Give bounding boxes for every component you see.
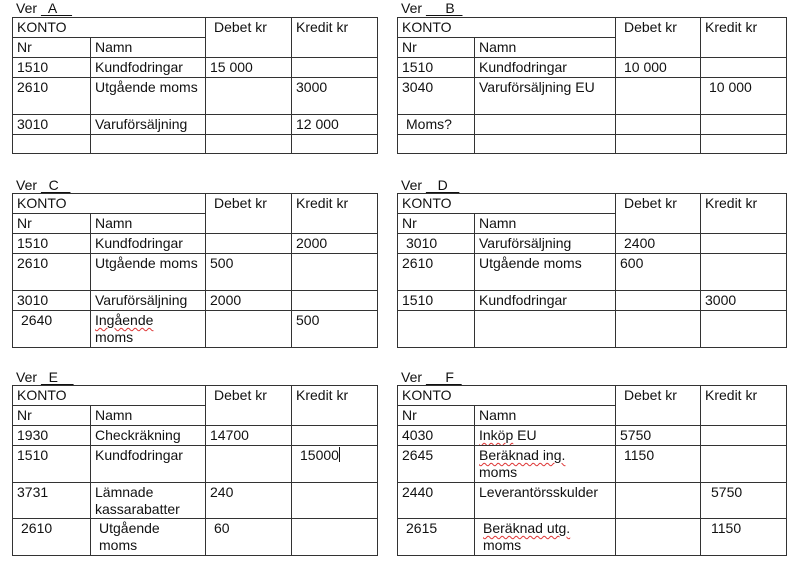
cell-debet[interactable]: 14700 <box>206 426 292 446</box>
cell-nr[interactable]: 3010 <box>13 115 91 135</box>
cell-kredit[interactable]: 500 <box>292 311 378 348</box>
spellcheck-word: Inköp <box>479 427 514 443</box>
header-konto: KONTO <box>13 386 206 406</box>
table-row <box>13 58 378 78</box>
table-row <box>398 234 787 254</box>
table-row <box>398 254 787 291</box>
cell-nr[interactable] <box>398 135 475 154</box>
cell-kredit-value: 15000 <box>300 447 339 463</box>
cell-namn[interactable]: Lämnade kassarabatter <box>91 483 206 519</box>
header-debet: Debet kr <box>206 386 292 426</box>
cell-namn[interactable]: Kundfodringar <box>91 446 206 483</box>
cell-kredit[interactable] <box>701 446 787 483</box>
header-konto: KONTO <box>398 386 616 406</box>
cell-nr[interactable]: 1510 <box>13 58 91 78</box>
spellcheck-word: Beräknad ing. <box>479 447 566 463</box>
cell-kredit[interactable] <box>292 446 378 483</box>
cell-debet[interactable] <box>206 115 292 135</box>
cell-namn[interactable]: Kundfodringar <box>475 291 616 311</box>
table-row <box>398 291 787 311</box>
table-row <box>13 234 378 254</box>
cell-kredit[interactable] <box>701 58 787 78</box>
header-debet: Debet kr <box>616 194 701 234</box>
header-debet: Debet kr <box>616 386 701 426</box>
cell-debet[interactable]: 2000 <box>206 291 292 311</box>
cell-kredit[interactable]: 3000 <box>292 78 378 115</box>
cell-nr[interactable]: 1510 <box>13 234 91 254</box>
cell-nr[interactable]: 4030 <box>398 426 475 446</box>
cell-nr[interactable]: 1510 <box>13 446 91 483</box>
cell-debet[interactable] <box>616 135 701 154</box>
cell-kredit[interactable] <box>292 426 378 446</box>
cell-debet[interactable] <box>616 115 701 135</box>
cell-nr[interactable] <box>13 135 91 154</box>
header-kredit: Kredit kr <box>701 194 787 234</box>
cell-debet[interactable]: 240 <box>206 483 292 519</box>
header-namn: Namn <box>91 214 206 234</box>
header-nr: Nr <box>13 406 91 426</box>
table-row <box>398 311 787 348</box>
voucher-label-d: Ver D <box>401 177 460 193</box>
header-konto: KONTO <box>398 194 616 214</box>
spellcheck-word: Beräknad utg. <box>483 520 571 536</box>
cell-nr[interactable]: 1930 <box>13 426 91 446</box>
cell-nr[interactable]: Moms? <box>398 115 475 135</box>
table-row <box>398 78 787 115</box>
cell-kredit[interactable] <box>701 254 787 291</box>
header-konto: KONTO <box>13 18 206 38</box>
cell-namn[interactable]: Beräknad utg. moms <box>475 519 616 556</box>
cell-kredit[interactable] <box>701 234 787 254</box>
cell-debet[interactable]: 5750 <box>616 426 701 446</box>
spellcheck-word: Ingående <box>95 312 154 328</box>
header-nr: Nr <box>13 38 91 58</box>
header-kredit: Kredit kr <box>701 18 787 58</box>
cell-nr[interactable]: 1510 <box>398 291 475 311</box>
cell-debet[interactable]: 2400 <box>616 234 701 254</box>
header-namn: Namn <box>91 38 206 58</box>
table-row <box>398 446 787 483</box>
cell-kredit[interactable] <box>292 254 378 291</box>
cell-namn[interactable] <box>475 135 616 154</box>
table-row <box>13 135 378 154</box>
table-row <box>13 483 378 519</box>
voucher-table-b <box>397 17 787 154</box>
cell-namn[interactable]: Varuförsäljning <box>91 291 206 311</box>
cell-namn[interactable]: Ingående moms <box>91 311 206 348</box>
cell-kredit[interactable]: 10 000 <box>701 78 787 115</box>
table-row <box>398 519 787 556</box>
cell-namn[interactable] <box>91 135 206 154</box>
cell-namn[interactable]: Utgående moms <box>475 254 616 291</box>
voucher-table-d <box>397 193 787 348</box>
cell-kredit[interactable] <box>292 135 378 154</box>
table-row <box>13 519 378 556</box>
cell-debet[interactable]: 1150 <box>616 446 701 483</box>
cell-namn[interactable]: Utgående moms <box>91 254 206 291</box>
cell-nr[interactable]: 2640 <box>13 311 91 348</box>
cell-nr[interactable]: 2440 <box>398 483 475 519</box>
table-row <box>13 115 378 135</box>
cell-kredit[interactable] <box>292 291 378 311</box>
cell-namn[interactable] <box>475 311 616 348</box>
table-row <box>398 426 787 446</box>
cell-kredit[interactable] <box>701 426 787 446</box>
cell-namn[interactable]: Kundfodringar <box>91 58 206 78</box>
header-kredit: Kredit kr <box>292 18 378 58</box>
cell-kredit[interactable] <box>292 58 378 78</box>
header-nr: Nr <box>398 406 475 426</box>
cell-nr[interactable]: 1510 <box>398 58 475 78</box>
cell-namn[interactable]: Leverantörsskulder <box>475 483 616 519</box>
voucher-label-c: Ver C <box>16 177 71 193</box>
table-row <box>398 58 787 78</box>
cell-debet[interactable] <box>616 78 701 115</box>
cell-debet[interactable]: 600 <box>616 254 701 291</box>
voucher-label-e: Ver E <box>16 369 74 385</box>
cell-kredit[interactable] <box>701 311 787 348</box>
cell-kredit[interactable] <box>292 519 378 556</box>
cell-namn[interactable]: Beräknad ing. moms <box>475 446 616 483</box>
cell-namn[interactable]: Kundfodringar <box>91 234 206 254</box>
table-row <box>13 78 378 115</box>
cell-kredit[interactable] <box>701 115 787 135</box>
header-nr: Nr <box>398 214 475 234</box>
voucher-table-a <box>12 17 378 154</box>
cell-nr[interactable] <box>398 311 475 348</box>
cell-namn[interactable]: Utgående moms <box>91 78 206 115</box>
voucher-table-e <box>12 385 378 556</box>
cell-namn[interactable]: Utgående moms <box>91 519 206 556</box>
header-namn: Namn <box>475 214 616 234</box>
cell-debet[interactable] <box>206 234 292 254</box>
table-row <box>398 135 787 154</box>
cell-nr[interactable]: 2610 <box>398 254 475 291</box>
cell-debet[interactable] <box>616 311 701 348</box>
header-kredit: Kredit kr <box>292 194 378 234</box>
cell-kredit[interactable]: 3000 <box>701 291 787 311</box>
table-row <box>13 291 378 311</box>
cell-namn[interactable]: Varuförsäljning <box>91 115 206 135</box>
header-namn: Namn <box>475 38 616 58</box>
voucher-table-c <box>12 193 378 348</box>
cell-kredit[interactable] <box>701 135 787 154</box>
header-nr: Nr <box>13 214 91 234</box>
table-row <box>13 254 378 291</box>
cell-debet[interactable]: 10 000 <box>616 58 701 78</box>
voucher-label-a: Ver A <box>16 0 73 16</box>
voucher-table-f <box>397 385 787 556</box>
cell-nr[interactable]: 2645 <box>398 446 475 483</box>
table-row <box>13 446 378 483</box>
header-namn: Namn <box>91 406 206 426</box>
cell-nr[interactable]: 3010 <box>13 291 91 311</box>
cell-kredit[interactable]: 2000 <box>292 234 378 254</box>
cell-nr[interactable]: 2615 <box>398 519 475 556</box>
cell-debet[interactable] <box>616 519 701 556</box>
cell-namn[interactable]: Inköp EU <box>475 426 616 446</box>
table-row <box>398 115 787 135</box>
cell-kredit[interactable]: 1150 <box>701 519 787 556</box>
table-row <box>398 483 787 519</box>
text-cursor <box>339 447 340 462</box>
cell-debet[interactable] <box>206 78 292 115</box>
header-kredit: Kredit kr <box>292 386 378 426</box>
cell-nr[interactable]: 2610 <box>13 254 91 291</box>
cell-nr[interactable]: 2610 <box>13 78 91 115</box>
header-debet: Debet kr <box>206 18 292 58</box>
header-nr: Nr <box>398 38 475 58</box>
cell-namn[interactable] <box>475 115 616 135</box>
cell-nr[interactable]: 3010 <box>398 234 475 254</box>
voucher-label-f: Ver F <box>401 369 462 385</box>
cell-debet[interactable] <box>206 135 292 154</box>
cell-debet[interactable]: 15 000 <box>206 58 292 78</box>
header-namn: Namn <box>475 406 616 426</box>
cell-nr[interactable]: 3040 <box>398 78 475 115</box>
header-kredit: Kredit kr <box>701 386 787 426</box>
cell-nr[interactable]: 3731 <box>13 483 91 519</box>
table-row <box>13 311 378 348</box>
cell-kredit[interactable]: 5750 <box>701 483 787 519</box>
cell-debet[interactable] <box>616 483 701 519</box>
cell-nr[interactable]: 2610 <box>13 519 91 556</box>
header-debet: Debet kr <box>206 194 292 234</box>
cell-debet[interactable] <box>206 446 292 483</box>
cell-debet[interactable]: 500 <box>206 254 292 291</box>
cell-namn[interactable]: Checkräkning <box>91 426 206 446</box>
header-konto: KONTO <box>13 194 206 214</box>
cell-debet[interactable] <box>616 291 701 311</box>
cell-namn[interactable]: Kundfodringar <box>475 58 616 78</box>
cell-debet[interactable]: 60 <box>206 519 292 556</box>
voucher-label-b: Ver B <box>401 0 463 16</box>
table-row <box>13 426 378 446</box>
cell-kredit[interactable]: 12 000 <box>292 115 378 135</box>
cell-debet[interactable] <box>206 311 292 348</box>
header-konto: KONTO <box>398 18 616 38</box>
cell-namn[interactable]: Varuförsäljning EU <box>475 78 616 115</box>
cell-namn[interactable]: Varuförsäljning <box>475 234 616 254</box>
cell-kredit[interactable] <box>292 483 378 519</box>
header-debet: Debet kr <box>616 18 701 58</box>
